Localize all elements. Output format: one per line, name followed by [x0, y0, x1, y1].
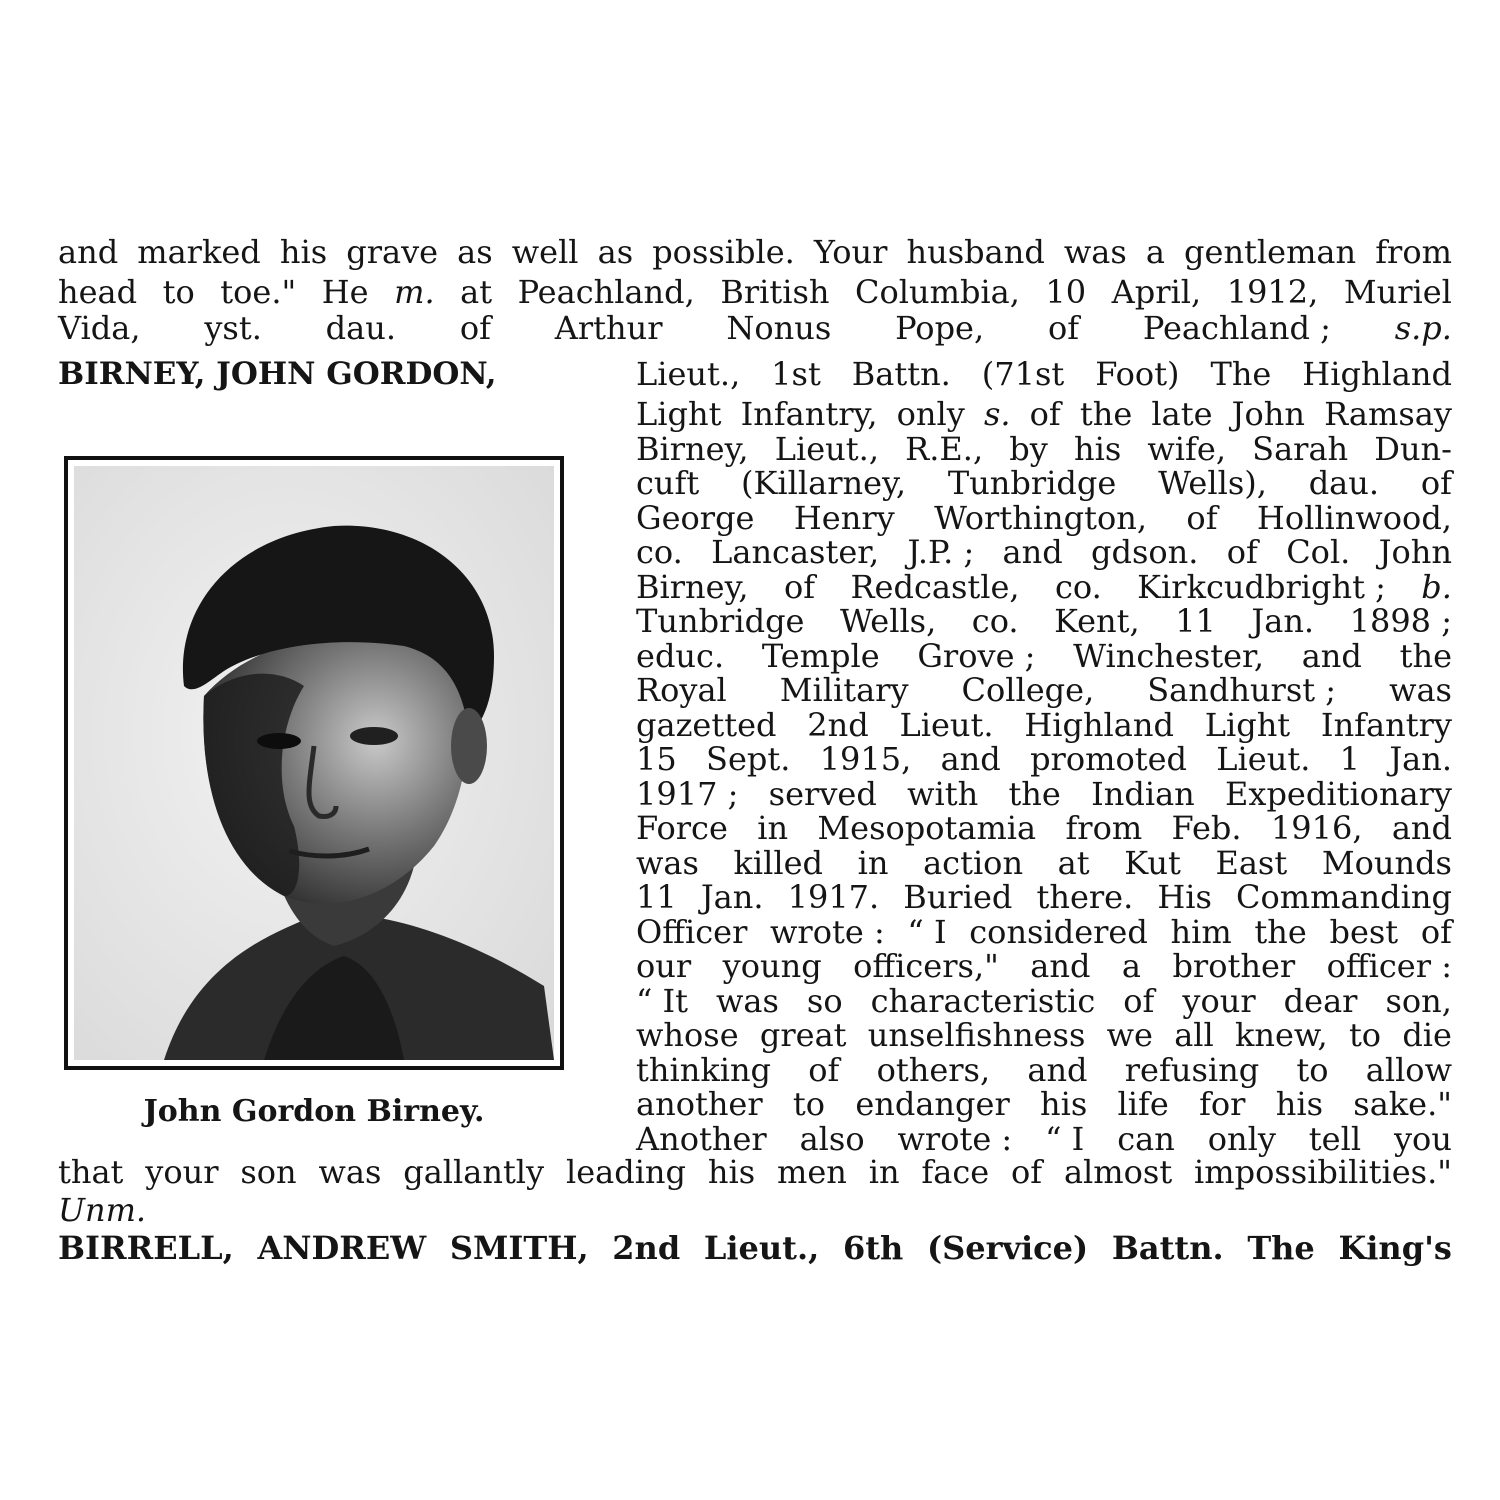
word: from	[1065, 809, 1143, 847]
word: 1916,	[1270, 809, 1363, 847]
word: Redcastle,	[850, 567, 1020, 606]
word: “ I	[907, 912, 947, 951]
word: others,	[876, 1050, 991, 1089]
word: Battn.	[851, 355, 951, 393]
word: John	[1231, 395, 1305, 433]
word: Buried	[903, 878, 1013, 916]
word: and	[58, 233, 119, 271]
word: considered	[969, 912, 1148, 951]
word: of	[1011, 1153, 1043, 1191]
word: from	[1375, 233, 1452, 271]
word: best	[1329, 912, 1399, 951]
word: co.	[1054, 567, 1102, 606]
word: at	[460, 273, 493, 311]
word: Light	[636, 395, 722, 433]
word: by	[1009, 429, 1048, 468]
word: Birney,	[636, 567, 749, 606]
text-line	[58, 310, 1452, 346]
word: unselfishness	[867, 1016, 1086, 1054]
word: your	[145, 1153, 219, 1191]
word: East	[1215, 843, 1288, 882]
text-line	[636, 500, 1452, 536]
text-line	[636, 356, 1452, 392]
word: Arthur	[554, 309, 663, 347]
word: Winchester,	[1073, 636, 1264, 675]
text-line	[636, 810, 1452, 846]
word: educ.	[636, 636, 725, 675]
word: Muriel	[1343, 273, 1452, 311]
word: Lieut.,	[703, 1229, 820, 1267]
word: Lieut.,	[774, 429, 879, 468]
word: the	[1399, 636, 1452, 675]
word: and	[1301, 636, 1362, 675]
word: Pope,	[895, 309, 985, 347]
portrait-photo	[64, 456, 564, 1070]
word: Feb.	[1171, 809, 1242, 847]
word: was	[1063, 233, 1127, 271]
unmarried-note: Unm.	[58, 1191, 147, 1229]
word: co.	[971, 602, 1019, 640]
text-line	[636, 534, 1452, 570]
word: Highland	[1024, 705, 1174, 744]
word: great	[759, 1016, 847, 1054]
word: (Service)	[926, 1229, 1089, 1267]
word: s.	[983, 395, 1011, 433]
word: Another	[636, 1119, 767, 1158]
text-line	[636, 741, 1452, 777]
word: to	[1348, 1016, 1382, 1054]
word: 10	[1045, 273, 1087, 311]
word: The	[1210, 355, 1272, 393]
word: leading	[565, 1153, 687, 1191]
word: Lancaster,	[711, 533, 880, 571]
word: Wells),	[1158, 464, 1267, 502]
word: Henry	[793, 498, 895, 537]
word: Peachland,	[517, 273, 695, 311]
word: J.P. ;	[907, 533, 975, 571]
word: 1898 ;	[1349, 602, 1452, 640]
word: He	[321, 273, 369, 311]
text-line	[636, 569, 1452, 605]
word: 1915,	[819, 740, 912, 778]
word: 1917 ;	[636, 774, 739, 813]
word: Infantry,	[740, 395, 878, 433]
word: in	[857, 843, 889, 882]
word: Ramsay	[1324, 395, 1452, 433]
word: to	[792, 1085, 826, 1123]
word: (71st	[981, 355, 1065, 393]
text-line	[636, 638, 1452, 674]
word: also	[799, 1119, 865, 1158]
word: of	[459, 309, 491, 347]
word: young	[722, 947, 822, 985]
word: “ I	[1045, 1119, 1085, 1158]
word: of	[1123, 981, 1155, 1020]
word: a	[1145, 233, 1165, 271]
word: Peachland ;	[1142, 309, 1331, 347]
word: 1	[1339, 740, 1361, 778]
word: dear	[1283, 981, 1358, 1020]
word: characteristic	[870, 981, 1096, 1020]
word: s.p.	[1394, 309, 1452, 347]
word: Jan.	[1389, 740, 1452, 778]
word: Foot)	[1095, 355, 1180, 393]
text-line	[636, 845, 1452, 881]
word: 6th	[842, 1229, 904, 1267]
word: we	[1106, 1016, 1153, 1054]
word: Sept.	[706, 740, 791, 778]
word: Hollinwood,	[1256, 498, 1452, 537]
word: as	[457, 233, 493, 271]
word: Sandhurst ;	[1147, 671, 1337, 709]
word: College,	[961, 671, 1095, 709]
word: and	[1002, 533, 1063, 571]
word: m.	[394, 273, 435, 311]
word: Columbia,	[855, 273, 1020, 311]
word: Lieut.	[899, 705, 994, 744]
word: King's	[1338, 1229, 1452, 1267]
text-line	[636, 672, 1452, 708]
word: The	[1247, 1229, 1315, 1267]
word: his	[279, 233, 328, 271]
word: Col.	[1286, 533, 1351, 571]
word: there.	[1036, 878, 1134, 916]
word: can	[1117, 1119, 1175, 1158]
word: the	[1079, 395, 1133, 433]
word: Tunbridge	[636, 602, 805, 640]
word: husband	[906, 233, 1045, 271]
word: was	[1389, 671, 1452, 709]
word: Expeditionary	[1225, 774, 1452, 813]
word: son	[240, 1153, 297, 1191]
word: well	[511, 233, 579, 271]
word: Lieut.,	[636, 355, 741, 393]
word: Grove ;	[917, 636, 1036, 675]
word: Mounds	[1321, 843, 1452, 882]
text-line	[636, 1017, 1452, 1053]
word: Nonus	[726, 309, 832, 347]
word: Wells,	[839, 602, 937, 640]
word: brother	[1172, 947, 1296, 985]
word: impossibilities."	[1194, 1153, 1452, 1191]
word: in	[757, 809, 789, 847]
word: Your	[813, 233, 888, 271]
text-line	[636, 396, 1452, 432]
word: as	[597, 233, 634, 271]
word: another	[636, 1085, 763, 1123]
word: wrote :	[770, 912, 885, 951]
text-line	[636, 603, 1452, 639]
portrait-illustration	[74, 466, 554, 1060]
word: grave	[346, 233, 439, 271]
word: almost	[1063, 1153, 1173, 1191]
word: 11	[636, 878, 677, 916]
word: late	[1151, 395, 1213, 433]
word: Mesopotamia	[817, 809, 1037, 847]
text-line	[636, 1121, 1452, 1157]
word: whose	[636, 1016, 739, 1054]
word: Infantry	[1320, 705, 1452, 744]
word: allow	[1365, 1050, 1452, 1089]
word: in	[868, 1153, 900, 1191]
word: to	[162, 273, 195, 311]
word: him	[1170, 912, 1232, 951]
photo-caption: John Gordon Birney.	[143, 1094, 485, 1129]
text-line	[58, 1230, 1452, 1266]
word: marked	[137, 233, 261, 271]
word: of	[1226, 533, 1258, 571]
word: ANDREW	[257, 1229, 427, 1267]
text-line	[636, 431, 1452, 467]
word: our	[636, 947, 692, 985]
text-line	[636, 948, 1452, 984]
word: His	[1157, 878, 1212, 916]
word: Kirkcudbright ;	[1137, 567, 1386, 606]
word: action	[923, 843, 1024, 882]
text-line	[58, 274, 1452, 310]
word: that	[58, 1153, 124, 1191]
word: co.	[636, 533, 683, 571]
word: promoted	[1030, 740, 1187, 778]
word: die	[1402, 1016, 1452, 1054]
word: Highland	[1302, 355, 1452, 393]
word: dau.	[325, 309, 397, 347]
word: knew,	[1234, 1016, 1328, 1054]
word: his	[707, 1153, 756, 1191]
word: men	[776, 1153, 847, 1191]
word: and	[1391, 809, 1452, 847]
word: with	[907, 774, 979, 813]
word: you	[1393, 1119, 1452, 1158]
text-line	[636, 879, 1452, 915]
word: yst.	[204, 309, 262, 347]
word: at	[1057, 843, 1090, 882]
word: a	[1121, 947, 1141, 985]
word: his	[1275, 1085, 1323, 1123]
text-line	[58, 234, 1452, 270]
word: so	[806, 981, 843, 1020]
word: gentleman	[1184, 233, 1357, 271]
word: officer :	[1326, 947, 1452, 985]
word: possible.	[652, 233, 795, 271]
word: Officer	[636, 912, 748, 951]
word: for	[1199, 1085, 1246, 1123]
word: George	[636, 498, 755, 537]
word: Jan.	[1251, 602, 1315, 640]
word: b.	[1421, 567, 1452, 606]
word: April,	[1111, 273, 1202, 311]
word: 1st	[771, 355, 821, 393]
word: gazetted	[636, 705, 777, 744]
word: 1912,	[1226, 273, 1319, 311]
word: tell	[1308, 1119, 1362, 1158]
word: of	[1047, 309, 1080, 347]
word: was	[716, 981, 779, 1020]
word: Jan.	[700, 878, 764, 916]
word: and	[940, 740, 1001, 778]
word: of	[1420, 464, 1452, 502]
word: British	[720, 273, 830, 311]
next-entry-clipped	[58, 1229, 1452, 1267]
word: 2nd	[807, 705, 869, 744]
word: to	[1296, 1050, 1329, 1089]
word: John	[1378, 533, 1452, 571]
word: SMITH,	[449, 1229, 589, 1267]
word: gallantly	[403, 1153, 545, 1191]
word: Kut	[1124, 843, 1181, 882]
word: toe."	[220, 273, 297, 311]
text-line	[636, 707, 1452, 743]
word: endanger	[855, 1085, 1010, 1123]
word: wrote :	[897, 1119, 1013, 1158]
word: of	[1186, 498, 1218, 537]
word: served	[768, 774, 877, 813]
text-line	[636, 983, 1452, 1019]
word: Indian	[1091, 774, 1195, 813]
word: 15	[636, 740, 677, 778]
word: Sarah	[1252, 429, 1349, 468]
word: all	[1174, 1016, 1214, 1054]
text-line	[58, 1154, 1452, 1190]
word: Vida,	[58, 309, 141, 347]
word: head	[58, 273, 138, 311]
word: gdson.	[1091, 533, 1199, 571]
word: R.E.,	[905, 429, 984, 468]
word: Light	[1204, 705, 1291, 744]
word: and	[1030, 947, 1091, 985]
word: Birney,	[636, 429, 749, 468]
word: of	[1420, 912, 1452, 951]
word: Royal	[636, 671, 727, 709]
word: his	[1040, 1085, 1088, 1123]
word: of	[808, 1050, 840, 1089]
word: was	[318, 1153, 382, 1191]
word: Force	[636, 809, 728, 847]
word: only	[1207, 1119, 1276, 1158]
text-line	[636, 914, 1452, 950]
text-line	[636, 465, 1452, 501]
word: refusing	[1124, 1050, 1260, 1089]
text-line	[636, 776, 1452, 812]
word: his	[1073, 429, 1122, 468]
word: son,	[1385, 981, 1452, 1020]
word: sake."	[1353, 1085, 1452, 1123]
word: life	[1117, 1085, 1169, 1123]
word: the	[1254, 912, 1307, 951]
word: only	[896, 395, 965, 433]
word: wife,	[1147, 429, 1226, 468]
word: (Killarney,	[741, 464, 907, 502]
word: dau.	[1308, 464, 1380, 502]
portrait-image	[74, 466, 554, 1060]
text-line	[636, 1086, 1452, 1122]
word: BIRRELL,	[58, 1229, 234, 1267]
word: your	[1182, 981, 1256, 1020]
word: 1917.	[787, 878, 880, 916]
word: Worthington,	[934, 498, 1148, 537]
word: Dun-	[1374, 429, 1452, 468]
word: of	[783, 567, 816, 606]
word: thinking	[636, 1050, 772, 1089]
word: 2nd	[612, 1229, 681, 1267]
word: Temple	[761, 636, 880, 675]
word: cuft	[636, 464, 700, 502]
word: was	[636, 843, 699, 882]
word: Battn.	[1111, 1229, 1224, 1267]
word: and	[1027, 1050, 1088, 1089]
word: “ It	[636, 981, 689, 1020]
word: of	[1029, 395, 1061, 433]
word: Kent,	[1054, 602, 1140, 640]
text-line	[636, 1052, 1452, 1088]
word: Lieut.	[1216, 740, 1311, 778]
word: killed	[733, 843, 824, 882]
word: 11	[1175, 602, 1216, 640]
word: the	[1008, 774, 1061, 813]
word: Military	[779, 671, 909, 709]
word: Tunbridge	[947, 464, 1117, 502]
entry-heading-name: BIRNEY, JOHN GORDON,	[58, 356, 497, 392]
word: officers,"	[853, 947, 999, 985]
word: Commanding	[1236, 878, 1452, 916]
word: face	[921, 1153, 990, 1191]
